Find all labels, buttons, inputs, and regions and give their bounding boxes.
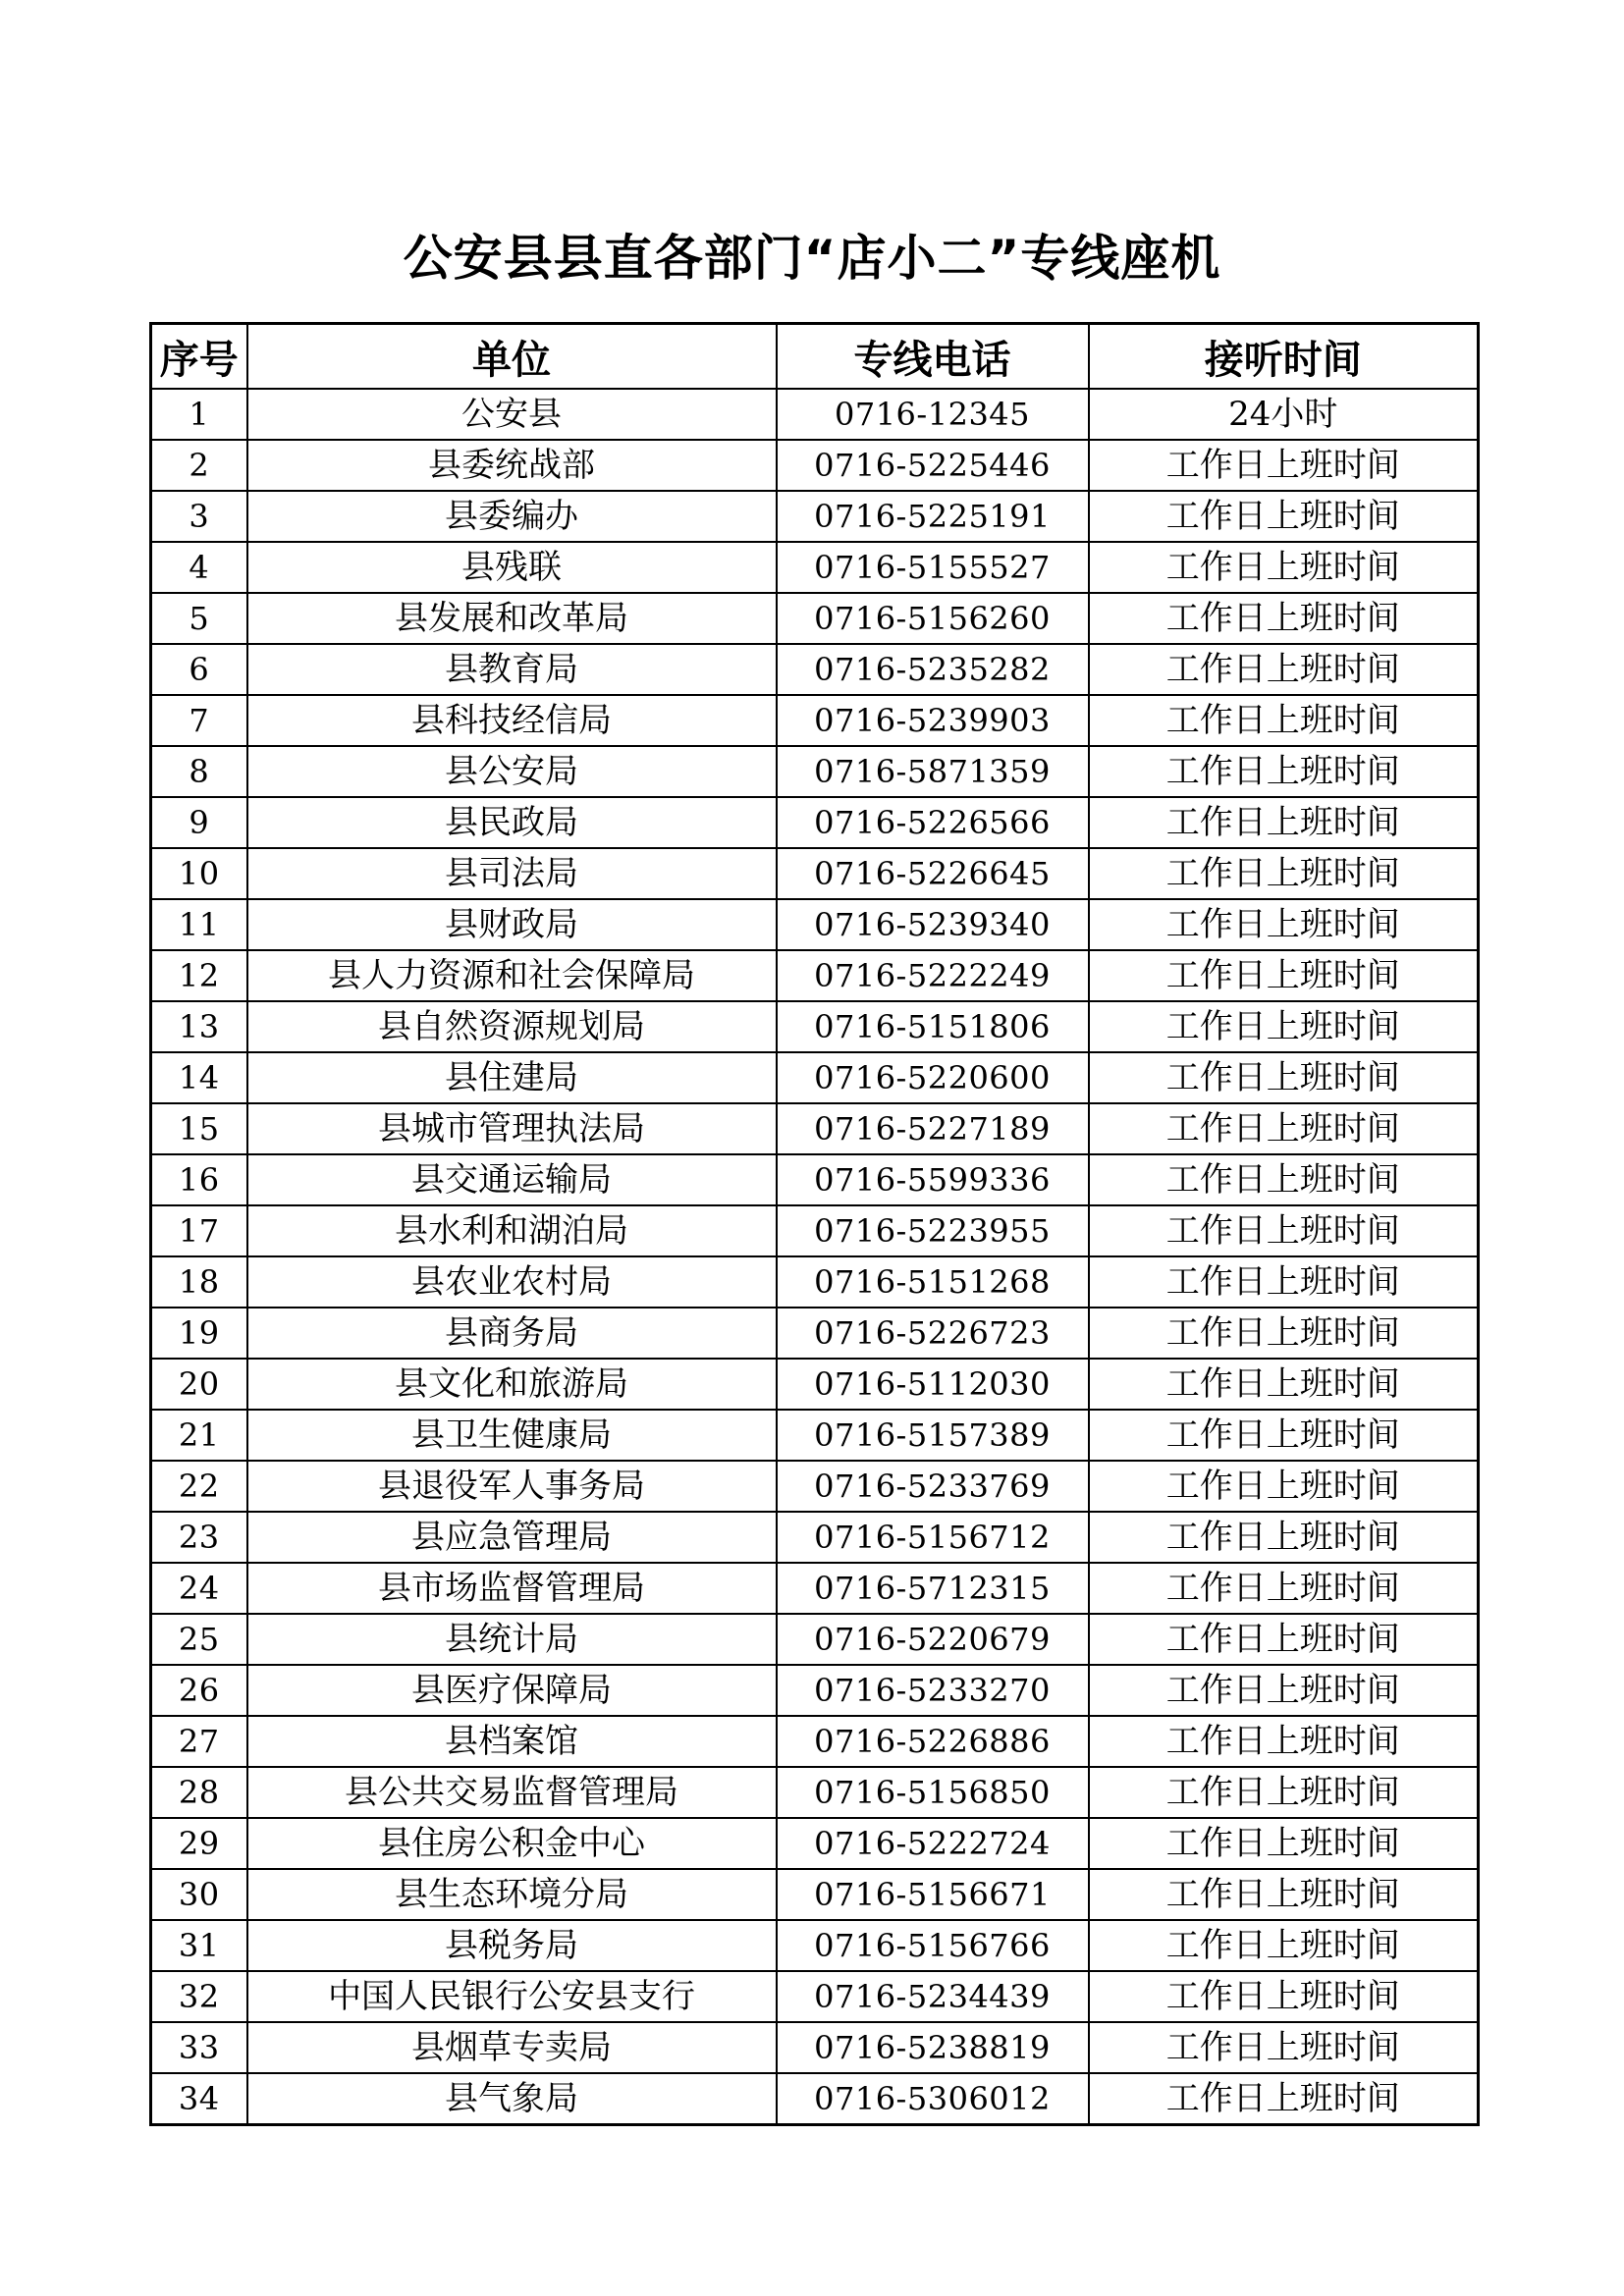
phone-cell: 0716-5156671 xyxy=(777,1869,1089,1920)
hours-cell: 工作日上班时间 xyxy=(1089,1869,1479,1920)
hours-cell: 工作日上班时间 xyxy=(1089,899,1479,950)
hours-cell: 工作日上班时间 xyxy=(1089,1512,1479,1563)
page-title: 公安县县直各部门“店小二”专线座机 xyxy=(403,230,1221,287)
phone-cell: 0716-5233769 xyxy=(777,1461,1089,1512)
unit-cell: 县退役军人事务局 xyxy=(247,1461,777,1512)
hotline-table xyxy=(149,322,1480,2126)
unit-cell: 县教育局 xyxy=(247,644,777,695)
hours-cell: 工作日上班时间 xyxy=(1089,1971,1479,2022)
unit-cell: 县医疗保障局 xyxy=(247,1665,777,1716)
phone-cell: 0716-5227189 xyxy=(777,1103,1089,1154)
table-row xyxy=(151,1920,1479,1971)
serial-number-cell: 3 xyxy=(151,491,247,542)
hours-cell: 工作日上班时间 xyxy=(1089,1767,1479,1818)
hours-cell: 工作日上班时间 xyxy=(1089,542,1479,593)
unit-cell: 县市场监督管理局 xyxy=(247,1563,777,1614)
table-row xyxy=(151,1103,1479,1154)
serial-number-cell: 34 xyxy=(151,2073,247,2125)
phone-cell: 0716-5222724 xyxy=(777,1818,1089,1869)
table-row xyxy=(151,1256,1479,1308)
phone-cell: 0716-5226645 xyxy=(777,848,1089,899)
serial-number-cell: 32 xyxy=(151,1971,247,2022)
phone-cell: 0716-5239903 xyxy=(777,695,1089,746)
table-row xyxy=(151,440,1479,491)
hours-cell: 工作日上班时间 xyxy=(1089,1205,1479,1256)
hours-cell: 工作日上班时间 xyxy=(1089,848,1479,899)
serial-number-cell: 20 xyxy=(151,1359,247,1410)
table-row xyxy=(151,1665,1479,1716)
hours-cell: 工作日上班时间 xyxy=(1089,695,1479,746)
unit-cell: 县应急管理局 xyxy=(247,1512,777,1563)
unit-cell: 县人力资源和社会保障局 xyxy=(247,950,777,1001)
serial-number-cell: 13 xyxy=(151,1001,247,1052)
table-row xyxy=(151,1001,1479,1052)
unit-cell: 县公共交易监督管理局 xyxy=(247,1767,777,1818)
table-row xyxy=(151,746,1479,797)
serial-number-cell: 12 xyxy=(151,950,247,1001)
serial-number-cell: 28 xyxy=(151,1767,247,1818)
unit-cell: 县住建局 xyxy=(247,1052,777,1103)
phone-cell: 0716-5234439 xyxy=(777,1971,1089,2022)
table-row xyxy=(151,1154,1479,1205)
hours-cell: 工作日上班时间 xyxy=(1089,593,1479,644)
unit-cell: 县残联 xyxy=(247,542,777,593)
table-row xyxy=(151,1971,1479,2022)
hours-cell: 工作日上班时间 xyxy=(1089,1818,1479,1869)
serial-number-cell: 15 xyxy=(151,1103,247,1154)
serial-number-cell: 22 xyxy=(151,1461,247,1512)
serial-number-cell: 21 xyxy=(151,1410,247,1461)
unit-cell: 县公安局 xyxy=(247,746,777,797)
phone-cell: 0716-5156712 xyxy=(777,1512,1089,1563)
unit-cell: 县发展和改革局 xyxy=(247,593,777,644)
hours-cell: 工作日上班时间 xyxy=(1089,1563,1479,1614)
hours-cell: 工作日上班时间 xyxy=(1089,2073,1479,2125)
phone-cell: 0716-5157389 xyxy=(777,1410,1089,1461)
phone-cell: 0716-5225446 xyxy=(777,440,1089,491)
phone-cell: 0716-5226723 xyxy=(777,1308,1089,1359)
unit-cell: 中国人民银行公安县支行 xyxy=(247,1971,777,2022)
hours-cell: 工作日上班时间 xyxy=(1089,1154,1479,1205)
hours-cell: 工作日上班时间 xyxy=(1089,1256,1479,1308)
phone-cell: 0716-5155527 xyxy=(777,542,1089,593)
serial-number-cell: 8 xyxy=(151,746,247,797)
table-row xyxy=(151,1410,1479,1461)
serial-number-cell: 11 xyxy=(151,899,247,950)
phone-cell: 0716-5220600 xyxy=(777,1052,1089,1103)
phone-cell: 0716-5151268 xyxy=(777,1256,1089,1308)
serial-number-cell: 33 xyxy=(151,2022,247,2073)
serial-number-cell: 24 xyxy=(151,1563,247,1614)
hours-cell: 工作日上班时间 xyxy=(1089,1410,1479,1461)
phone-cell: 0716-12345 xyxy=(777,389,1089,440)
unit-cell: 县档案馆 xyxy=(247,1716,777,1767)
serial-number-cell: 17 xyxy=(151,1205,247,1256)
header-serial-number: 序号 xyxy=(151,324,247,390)
table-row xyxy=(151,593,1479,644)
header-unit: 单位 xyxy=(247,324,777,390)
unit-cell: 县税务局 xyxy=(247,1920,777,1971)
table-row xyxy=(151,1308,1479,1359)
table-row xyxy=(151,1512,1479,1563)
table-row xyxy=(151,1869,1479,1920)
hours-cell: 工作日上班时间 xyxy=(1089,1103,1479,1154)
table-row xyxy=(151,1767,1479,1818)
phone-cell: 0716-5225191 xyxy=(777,491,1089,542)
serial-number-cell: 2 xyxy=(151,440,247,491)
serial-number-cell: 4 xyxy=(151,542,247,593)
unit-cell: 县商务局 xyxy=(247,1308,777,1359)
hours-cell: 工作日上班时间 xyxy=(1089,1614,1479,1665)
table-row xyxy=(151,848,1479,899)
phone-cell: 0716-5871359 xyxy=(777,746,1089,797)
table-row xyxy=(151,1052,1479,1103)
table-row xyxy=(151,1614,1479,1665)
unit-cell: 县交通运输局 xyxy=(247,1154,777,1205)
hours-cell: 工作日上班时间 xyxy=(1089,1052,1479,1103)
unit-cell: 县自然资源规划局 xyxy=(247,1001,777,1052)
phone-cell: 0716-5599336 xyxy=(777,1154,1089,1205)
phone-cell: 0716-5156766 xyxy=(777,1920,1089,1971)
serial-number-cell: 6 xyxy=(151,644,247,695)
serial-number-cell: 31 xyxy=(151,1920,247,1971)
serial-number-cell: 26 xyxy=(151,1665,247,1716)
serial-number-cell: 1 xyxy=(151,389,247,440)
phone-cell: 0716-5233270 xyxy=(777,1665,1089,1716)
phone-cell: 0716-5306012 xyxy=(777,2073,1089,2125)
serial-number-cell: 23 xyxy=(151,1512,247,1563)
table-row xyxy=(151,2022,1479,2073)
unit-cell: 县住房公积金中心 xyxy=(247,1818,777,1869)
hours-cell: 工作日上班时间 xyxy=(1089,644,1479,695)
serial-number-cell: 27 xyxy=(151,1716,247,1767)
unit-cell: 县文化和旅游局 xyxy=(247,1359,777,1410)
table-row xyxy=(151,542,1479,593)
table-row xyxy=(151,644,1479,695)
hours-cell: 工作日上班时间 xyxy=(1089,491,1479,542)
table-row xyxy=(151,1563,1479,1614)
unit-cell: 县卫生健康局 xyxy=(247,1410,777,1461)
table-row xyxy=(151,695,1479,746)
serial-number-cell: 30 xyxy=(151,1869,247,1920)
serial-number-cell: 25 xyxy=(151,1614,247,1665)
unit-cell: 县司法局 xyxy=(247,848,777,899)
serial-number-cell: 19 xyxy=(151,1308,247,1359)
phone-cell: 0716-5112030 xyxy=(777,1359,1089,1410)
table-row xyxy=(151,1716,1479,1767)
unit-cell: 县统计局 xyxy=(247,1614,777,1665)
serial-number-cell: 7 xyxy=(151,695,247,746)
unit-cell: 县民政局 xyxy=(247,797,777,848)
table-header-row xyxy=(151,324,1479,390)
hours-cell: 工作日上班时间 xyxy=(1089,2022,1479,2073)
table-row xyxy=(151,950,1479,1001)
table-row xyxy=(151,389,1479,440)
hours-cell: 工作日上班时间 xyxy=(1089,1920,1479,1971)
table-row xyxy=(151,2073,1479,2125)
table-row xyxy=(151,491,1479,542)
hours-cell: 工作日上班时间 xyxy=(1089,746,1479,797)
serial-number-cell: 29 xyxy=(151,1818,247,1869)
unit-cell: 公安县 xyxy=(247,389,777,440)
phone-cell: 0716-5239340 xyxy=(777,899,1089,950)
serial-number-cell: 10 xyxy=(151,848,247,899)
hours-cell: 工作日上班时间 xyxy=(1089,1716,1479,1767)
unit-cell: 县财政局 xyxy=(247,899,777,950)
phone-cell: 0716-5156260 xyxy=(777,593,1089,644)
table-row xyxy=(151,1359,1479,1410)
hours-cell: 工作日上班时间 xyxy=(1089,1359,1479,1410)
hours-cell: 工作日上班时间 xyxy=(1089,1308,1479,1359)
unit-cell: 县委统战部 xyxy=(247,440,777,491)
table-body xyxy=(151,389,1479,2125)
hours-cell: 24小时 xyxy=(1089,389,1479,440)
unit-cell: 县烟草专卖局 xyxy=(247,2022,777,2073)
table-row xyxy=(151,1205,1479,1256)
phone-cell: 0716-5226566 xyxy=(777,797,1089,848)
hours-cell: 工作日上班时间 xyxy=(1089,1001,1479,1052)
hours-cell: 工作日上班时间 xyxy=(1089,1461,1479,1512)
hours-cell: 工作日上班时间 xyxy=(1089,950,1479,1001)
unit-cell: 县委编办 xyxy=(247,491,777,542)
table-row xyxy=(151,899,1479,950)
serial-number-cell: 14 xyxy=(151,1052,247,1103)
phone-cell: 0716-5222249 xyxy=(777,950,1089,1001)
phone-cell: 0716-5712315 xyxy=(777,1563,1089,1614)
unit-cell: 县科技经信局 xyxy=(247,695,777,746)
serial-number-cell: 5 xyxy=(151,593,247,644)
header-hours: 接听时间 xyxy=(1089,324,1479,390)
header-phone: 专线电话 xyxy=(777,324,1089,390)
unit-cell: 县气象局 xyxy=(247,2073,777,2125)
hours-cell: 工作日上班时间 xyxy=(1089,797,1479,848)
unit-cell: 县水利和湖泊局 xyxy=(247,1205,777,1256)
phone-cell: 0716-5151806 xyxy=(777,1001,1089,1052)
phone-cell: 0716-5220679 xyxy=(777,1614,1089,1665)
phone-cell: 0716-5235282 xyxy=(777,644,1089,695)
table-row xyxy=(151,1461,1479,1512)
unit-cell: 县农业农村局 xyxy=(247,1256,777,1308)
phone-cell: 0716-5156850 xyxy=(777,1767,1089,1818)
phone-cell: 0716-5226886 xyxy=(777,1716,1089,1767)
table-row xyxy=(151,797,1479,848)
hours-cell: 工作日上班时间 xyxy=(1089,1665,1479,1716)
phone-cell: 0716-5238819 xyxy=(777,2022,1089,2073)
table-row xyxy=(151,1818,1479,1869)
serial-number-cell: 18 xyxy=(151,1256,247,1308)
serial-number-cell: 9 xyxy=(151,797,247,848)
phone-cell: 0716-5223955 xyxy=(777,1205,1089,1256)
serial-number-cell: 16 xyxy=(151,1154,247,1205)
unit-cell: 县生态环境分局 xyxy=(247,1869,777,1920)
hours-cell: 工作日上班时间 xyxy=(1089,440,1479,491)
unit-cell: 县城市管理执法局 xyxy=(247,1103,777,1154)
